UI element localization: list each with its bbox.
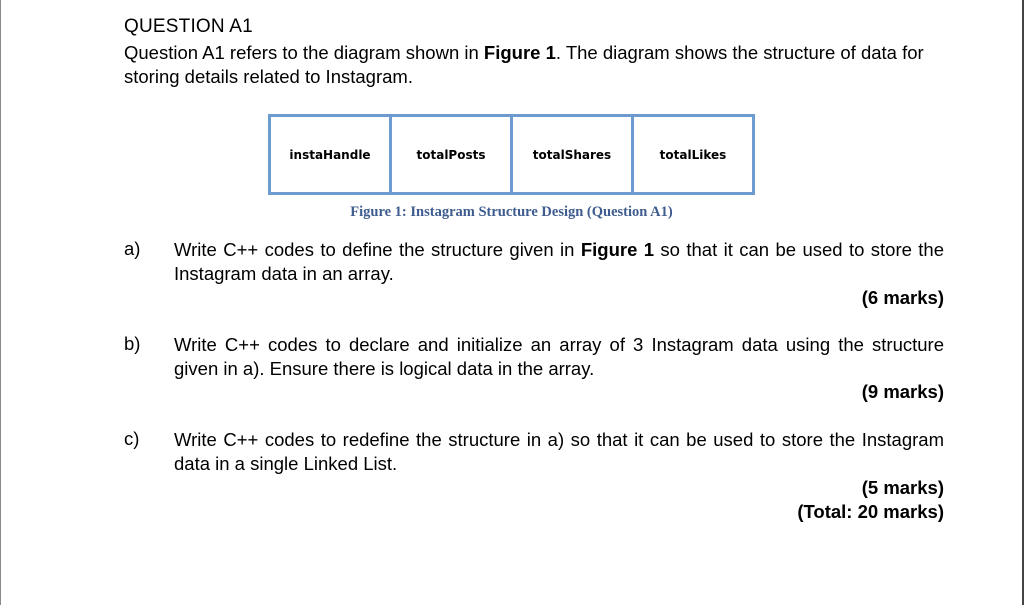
field-cell-total-posts: totalPosts — [392, 117, 510, 192]
figure-caption: Figure 1: Instagram Structure Design (Question A1) — [350, 204, 673, 220]
field-cell-total-shares: totalShares — [513, 117, 631, 192]
page-left-edge — [0, 0, 1, 605]
field-cell-insta-handle: instaHandle — [271, 117, 389, 192]
part-c-marks: (5 marks) — [861, 477, 944, 498]
total-marks: (Total: 20 marks) — [797, 501, 944, 522]
question-intro — [124, 41, 954, 89]
part-a-text-start: Write C++ codes to define the structure given in — [174, 239, 581, 260]
field-cell-total-likes: totalLikes — [634, 117, 752, 192]
part-b-label: b) — [124, 333, 141, 354]
intro-text-start: Question A1 refers to the diagram shown in — [124, 42, 484, 63]
question-heading: QUESTION A1 — [124, 16, 253, 37]
instagram-structure-diagram — [268, 114, 755, 195]
part-c-label: c) — [124, 428, 140, 449]
part-a-label: a) — [124, 238, 141, 259]
part-a-marks: (6 marks) — [861, 287, 944, 308]
part-b-marks: (9 marks) — [861, 381, 944, 402]
intro-text-end: . The diagram shows the structure of data for storing details related to Instagram. — [124, 42, 924, 87]
part-a-figure-reference: Figure 1 — [580, 239, 655, 260]
part-a-text — [174, 238, 944, 286]
part-c-text: Write C++ codes to redefine the structure in a) so that it can be used to store the Instagram data in a single Linked List. — [174, 429, 944, 474]
intro-figure-reference: Figure 1 — [483, 42, 556, 63]
part-b-text: Write C++ codes to declare and initialize an array of 3 Instagram data using the structure given in a). Ensure there is logical data in the array. — [174, 334, 944, 379]
part-a-text-end: so that it can be used to store the Instagram data in an array. — [174, 239, 944, 284]
